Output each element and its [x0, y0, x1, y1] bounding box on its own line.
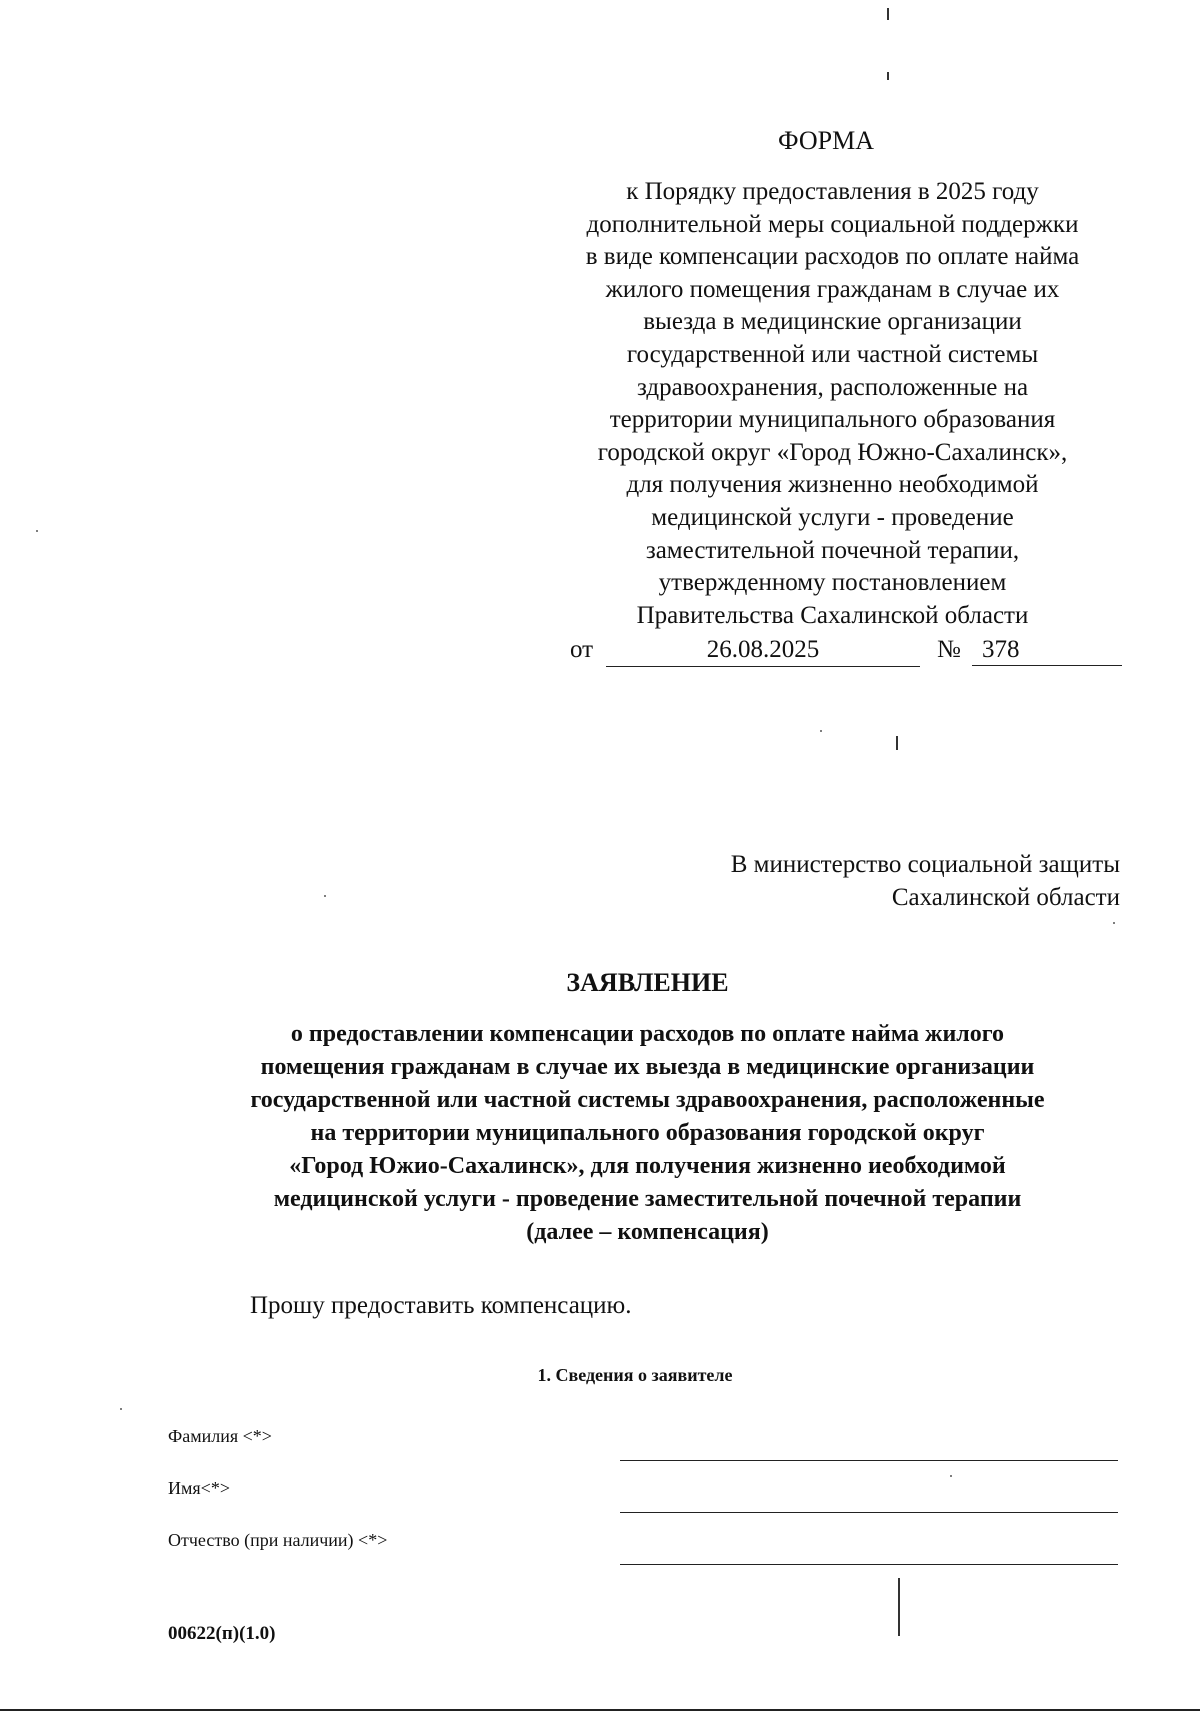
form-code: 00622(п)(1.0): [168, 1623, 276, 1644]
form-approval-text: [540, 176, 1125, 632]
order-reference: [567, 636, 1127, 670]
applicant-section-heading: 1. Сведения о заявителе: [537, 1365, 733, 1385]
scan-artifact: [120, 1408, 122, 1410]
order-from-label: от: [570, 636, 594, 663]
approval-line: в виде компенсации расходов по оплате найма: [585, 243, 1080, 271]
subtitle-line: помещения гражданам в случае их выезда в медицинские организации: [260, 1054, 1035, 1080]
order-number-label: №: [937, 636, 961, 663]
approval-line: городской округ «Город Южно-Сахалинск»,: [597, 438, 1068, 466]
field-label: Отчество (при наличии) <*>: [168, 1530, 388, 1550]
field-label: Фамилия <*>: [168, 1426, 272, 1446]
request-text: Прошу предоставить компенсацию.: [250, 1292, 632, 1319]
scan-artifact: [36, 530, 38, 532]
approval-line: здравоохранения, расположенные на: [636, 373, 1029, 401]
approval-line: жилого помещения гражданам в случае их: [605, 275, 1060, 303]
surname-input-line[interactable]: [620, 1460, 1118, 1461]
addressee-line: Сахалинской области: [891, 884, 1120, 911]
scan-artifact: [898, 1578, 900, 1636]
scan-artifact: [324, 895, 326, 897]
approval-line: для получения жизненно необходимой: [626, 471, 1039, 499]
scan-artifact: [887, 8, 889, 20]
name-input-line[interactable]: [620, 1512, 1118, 1513]
subtitle-line: на территории муниципального образования городской округ: [310, 1120, 985, 1146]
patronymic-input-line[interactable]: [620, 1564, 1118, 1565]
scan-artifact: [896, 736, 898, 750]
document-subtitle: [170, 1018, 1125, 1249]
scan-artifact: [950, 1475, 952, 1477]
order-date: 26.08.2025: [606, 636, 920, 667]
approval-line: Правительства Сахалинской области: [636, 601, 1029, 629]
field-patronymic: [168, 1530, 1118, 1570]
addressee-block: [640, 848, 1120, 914]
subtitle-line: государственной или частной системы здравоохранения, расположенные: [250, 1087, 1045, 1113]
order-number: 378: [972, 636, 1122, 666]
approval-line: выезда в медицинские организации: [643, 308, 1022, 336]
form-label: ФОРМА: [778, 126, 874, 155]
subtitle-line: (далее – компенсация): [526, 1219, 769, 1245]
scan-artifact: [887, 72, 889, 80]
field-name: [168, 1478, 1118, 1518]
subtitle-line: о предоставлении компенсации расходов по оплате найма жилого: [290, 1021, 1005, 1047]
field-surname: [168, 1426, 1118, 1466]
approval-line: дополнительной меры социальной поддержки: [586, 210, 1079, 238]
document-title: ЗАЯВЛЕНИЕ: [566, 968, 729, 997]
approval-line: медицинской услуги - проведение: [651, 503, 1014, 531]
subtitle-line: медицинской услуги - проведение заместительной почечной терапии: [273, 1186, 1022, 1212]
approval-line: заместительной почечной терапии,: [645, 536, 1020, 564]
scan-artifact: [1113, 922, 1115, 924]
scan-artifact: [820, 730, 822, 732]
approval-line: утвержденному постановлением: [658, 569, 1007, 597]
approval-line: к Порядку предоставления в 2025 году: [626, 178, 1039, 205]
addressee-line: В министерство социальной защиты: [730, 851, 1120, 878]
approval-line: территории муниципального образования: [609, 406, 1056, 434]
field-label: Имя<*>: [168, 1478, 230, 1498]
approval-line: государственной или частной системы: [626, 340, 1039, 368]
subtitle-line: «Город Южио-Сахалинск», для получения жизненно иеобходимой: [289, 1153, 1006, 1179]
page-bottom-rule: [0, 1709, 1200, 1711]
